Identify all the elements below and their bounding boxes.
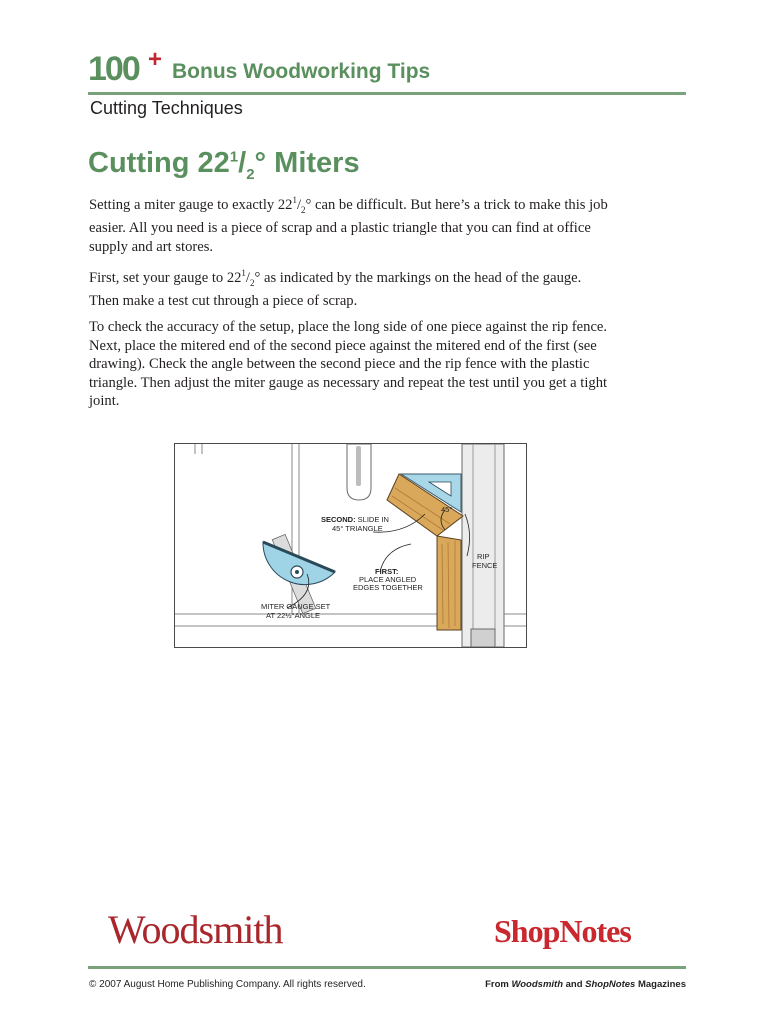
brand-number: 100 [88, 50, 139, 88]
credit-shopnotes: ShopNotes [585, 979, 636, 990]
paragraph-check: To check the accuracy of the setup, place the long side of one piece against the rip fence. Next, place the mitered end of the second piece against the mitered end of the first (see drawing). Check the angle between the second piece and the rip fence with the plastic triangle. Then adjust the miter gauge as necessary and repeat the test until you get a tight joint. [89, 319, 608, 409]
p1-frac-slash: / [296, 196, 302, 213]
woodsmith-logo: Woodsmith [108, 907, 283, 952]
p1-start: Setting a miter gauge to exactly 22 [89, 196, 293, 213]
label-first: FIRST: [375, 567, 399, 576]
label-rip: RIP [477, 552, 490, 561]
label-45-degree: 45° [441, 505, 453, 514]
p1-frac-den: 2 [301, 204, 306, 215]
p2-start: First, set your gauge to 22 [89, 269, 242, 286]
footer-divider [88, 966, 686, 969]
label-second-line2: 45° TRIANGLE [332, 524, 383, 533]
label-fence: FENCE [472, 561, 498, 570]
section-title: Cutting Techniques [90, 98, 243, 118]
magazine-credit [485, 979, 686, 990]
brand-plus: + [148, 46, 163, 73]
title-fraction-slash: / [238, 147, 247, 179]
copyright-notice: © 2007 August Home Publishing Company. All rights reserved. [89, 979, 366, 990]
title-end: ° Miters [254, 147, 360, 179]
page-header [88, 46, 688, 92]
article-title [88, 147, 360, 183]
p1-frac-num: 1 [292, 195, 297, 205]
title-main: Cutting 22 [88, 147, 230, 179]
credit-woodsmith: Woodsmith [511, 979, 563, 990]
credit-from: From [485, 979, 512, 990]
saw-blade [347, 444, 371, 500]
title-fraction-num: 1 [229, 148, 239, 166]
p2-frac-slash: / [245, 269, 250, 286]
label-first-line2: PLACE ANGLED [359, 575, 417, 584]
label-gauge-line2: AT 22½°ANGLE [266, 611, 320, 620]
label-gauge: MITER GAUGE SET [261, 602, 331, 611]
p2-frac-num: 1 [241, 268, 246, 278]
title-fraction-den: 2 [246, 165, 255, 183]
credit-magazines: Magazines [635, 979, 686, 990]
rip-fence [462, 444, 504, 647]
shopnotes-logo: ShopNotes [494, 913, 631, 949]
label-second: SECOND: SLIDE IN [321, 515, 389, 524]
p2-frac-den: 2 [249, 277, 255, 288]
p2-end: ° as indicated by the markings on the head of the gauge. Then make a test cut through a piece of scrap. [89, 269, 582, 310]
miter-drawing-svg [175, 444, 526, 647]
header-divider [88, 92, 686, 95]
paragraph-intro [89, 191, 614, 256]
label-first-line3: EDGES TOGETHER [353, 583, 423, 592]
paragraph-setup [89, 264, 614, 311]
brand-title: Bonus Woodworking Tips [172, 60, 431, 83]
p1-end: ° can be difficult. But here’s a trick to make this job easier. All you need is a piece of scrap and a plastic triangle that you can find at office supply and art stores. [89, 196, 608, 255]
credit-and: and [563, 979, 586, 990]
miter-drawing [174, 443, 527, 648]
